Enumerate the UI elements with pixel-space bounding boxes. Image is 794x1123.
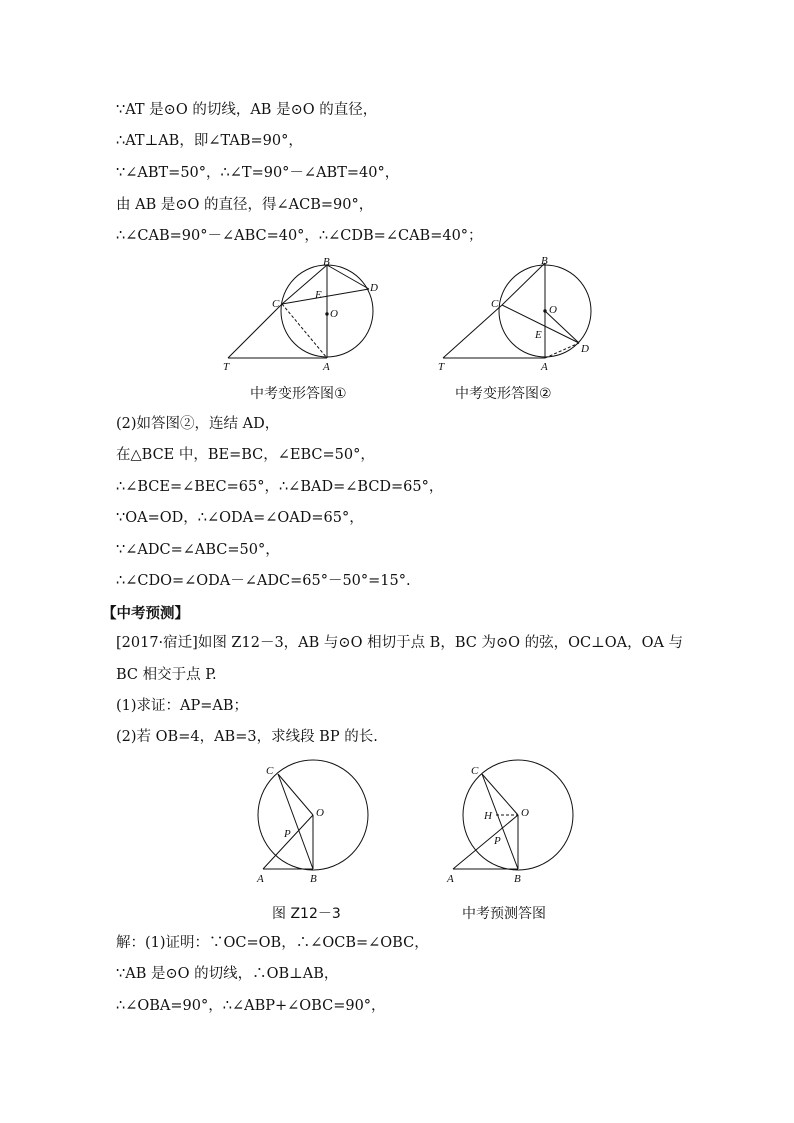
solution-line: ∵AB 是⊙O 的切线，∴OB⊥AB， — [116, 966, 339, 982]
figure-answer-1 — [215, 252, 390, 377]
section-title: 【中考预测】 — [102, 606, 189, 622]
solution-line: ∵∠ADC=∠ABC=50°， — [116, 542, 280, 558]
label-b: B — [541, 255, 548, 267]
segment-ca-dashed — [282, 304, 327, 358]
segment-tc — [228, 304, 282, 358]
segment-ad-dashed — [545, 343, 579, 358]
problem-line: (1)求证：AP=AB； — [116, 698, 249, 714]
figure-answer-2 — [432, 252, 607, 377]
label-h: H — [484, 810, 492, 822]
solution-line: ∴∠OBA=90°，∴∠ABP+∠OBC=90°， — [116, 998, 386, 1014]
label-e: E — [315, 289, 322, 301]
segment-ao — [263, 815, 313, 869]
segment-oc — [482, 774, 518, 815]
label-c: C — [471, 765, 479, 777]
label-o: O — [330, 308, 338, 320]
solution-line: ∴∠CAB=90°－∠ABC=40°，∴∠CDB=∠CAB=40°； — [116, 228, 483, 244]
label-b: B — [514, 873, 521, 885]
figure-caption-1: 中考变形答图① — [250, 386, 347, 402]
problem-line: BC 相交于点 P. — [116, 667, 217, 683]
solution-line: ∵∠ABT=50°，∴∠T=90°－∠ABT=40°， — [116, 165, 400, 181]
segment-oc — [278, 774, 313, 815]
figure-answer-prediction — [440, 758, 580, 888]
figure-z12-3 — [250, 758, 380, 888]
solution-line: ∵AT 是⊙O 的切线，AB 是⊙O 的直径， — [116, 102, 378, 118]
problem-line: [2017·宿迁]如图 Z12－3，AB 与⊙O 相切于点 B，BC 为⊙O 的弦，OC⊥OA，OA 与 — [116, 635, 684, 651]
label-a: A — [257, 873, 264, 885]
label-p: P — [494, 835, 501, 847]
solution-line: 在△BCE 中，BE=BC，∠EBC=50°， — [116, 447, 375, 463]
solution-line: ∴AT⊥AB，即∠TAB=90°， — [116, 133, 303, 149]
label-p: P — [284, 828, 291, 840]
label-c: C — [272, 298, 280, 310]
segment-bd — [327, 265, 369, 289]
label-a: A — [447, 873, 454, 885]
label-d: D — [370, 282, 378, 294]
solution-line: ∵OA=OD，∴∠ODA=∠OAD=65°， — [116, 510, 364, 526]
solution-line: ∴∠BCE=∠BEC=65°，∴∠BAD=∠BCD=65°， — [116, 479, 444, 495]
figure-caption-2: 中考变形答图② — [455, 386, 552, 402]
solution-line: ∴∠CDO=∠ODA－∠ADC=65°－50°=15°. — [116, 573, 411, 589]
label-a: A — [541, 361, 548, 373]
label-c: C — [491, 298, 499, 310]
center-dot — [326, 313, 328, 315]
solution-line: (2)如答图②，连结 AD， — [116, 416, 280, 432]
figure-caption-3: 图 Z12－3 — [272, 906, 341, 922]
label-t: T — [438, 361, 445, 373]
label-o: O — [316, 807, 324, 819]
label-b: B — [323, 256, 330, 268]
label-o: O — [549, 304, 557, 316]
center-dot — [544, 310, 546, 312]
label-d: D — [581, 343, 589, 355]
label-o: O — [521, 807, 529, 819]
solution-line: 解：(1)证明：∵OC=OB，∴∠OCB=∠OBC， — [116, 935, 429, 951]
segment-cb — [278, 774, 313, 869]
label-e: E — [535, 329, 542, 341]
figure-caption-4: 中考预测答图 — [462, 906, 546, 922]
label-t: T — [223, 361, 230, 373]
segment-cd — [282, 289, 369, 304]
problem-line: (2)若 OB=4，AB=3，求线段 BP 的长. — [116, 729, 378, 745]
label-c: C — [266, 765, 274, 777]
segment-tc — [443, 305, 502, 358]
label-a: A — [323, 361, 330, 373]
solution-line: 由 AB 是⊙O 的直径，得∠ACB=90°， — [116, 197, 374, 213]
label-b: B — [310, 873, 317, 885]
segment-cb — [502, 263, 545, 305]
